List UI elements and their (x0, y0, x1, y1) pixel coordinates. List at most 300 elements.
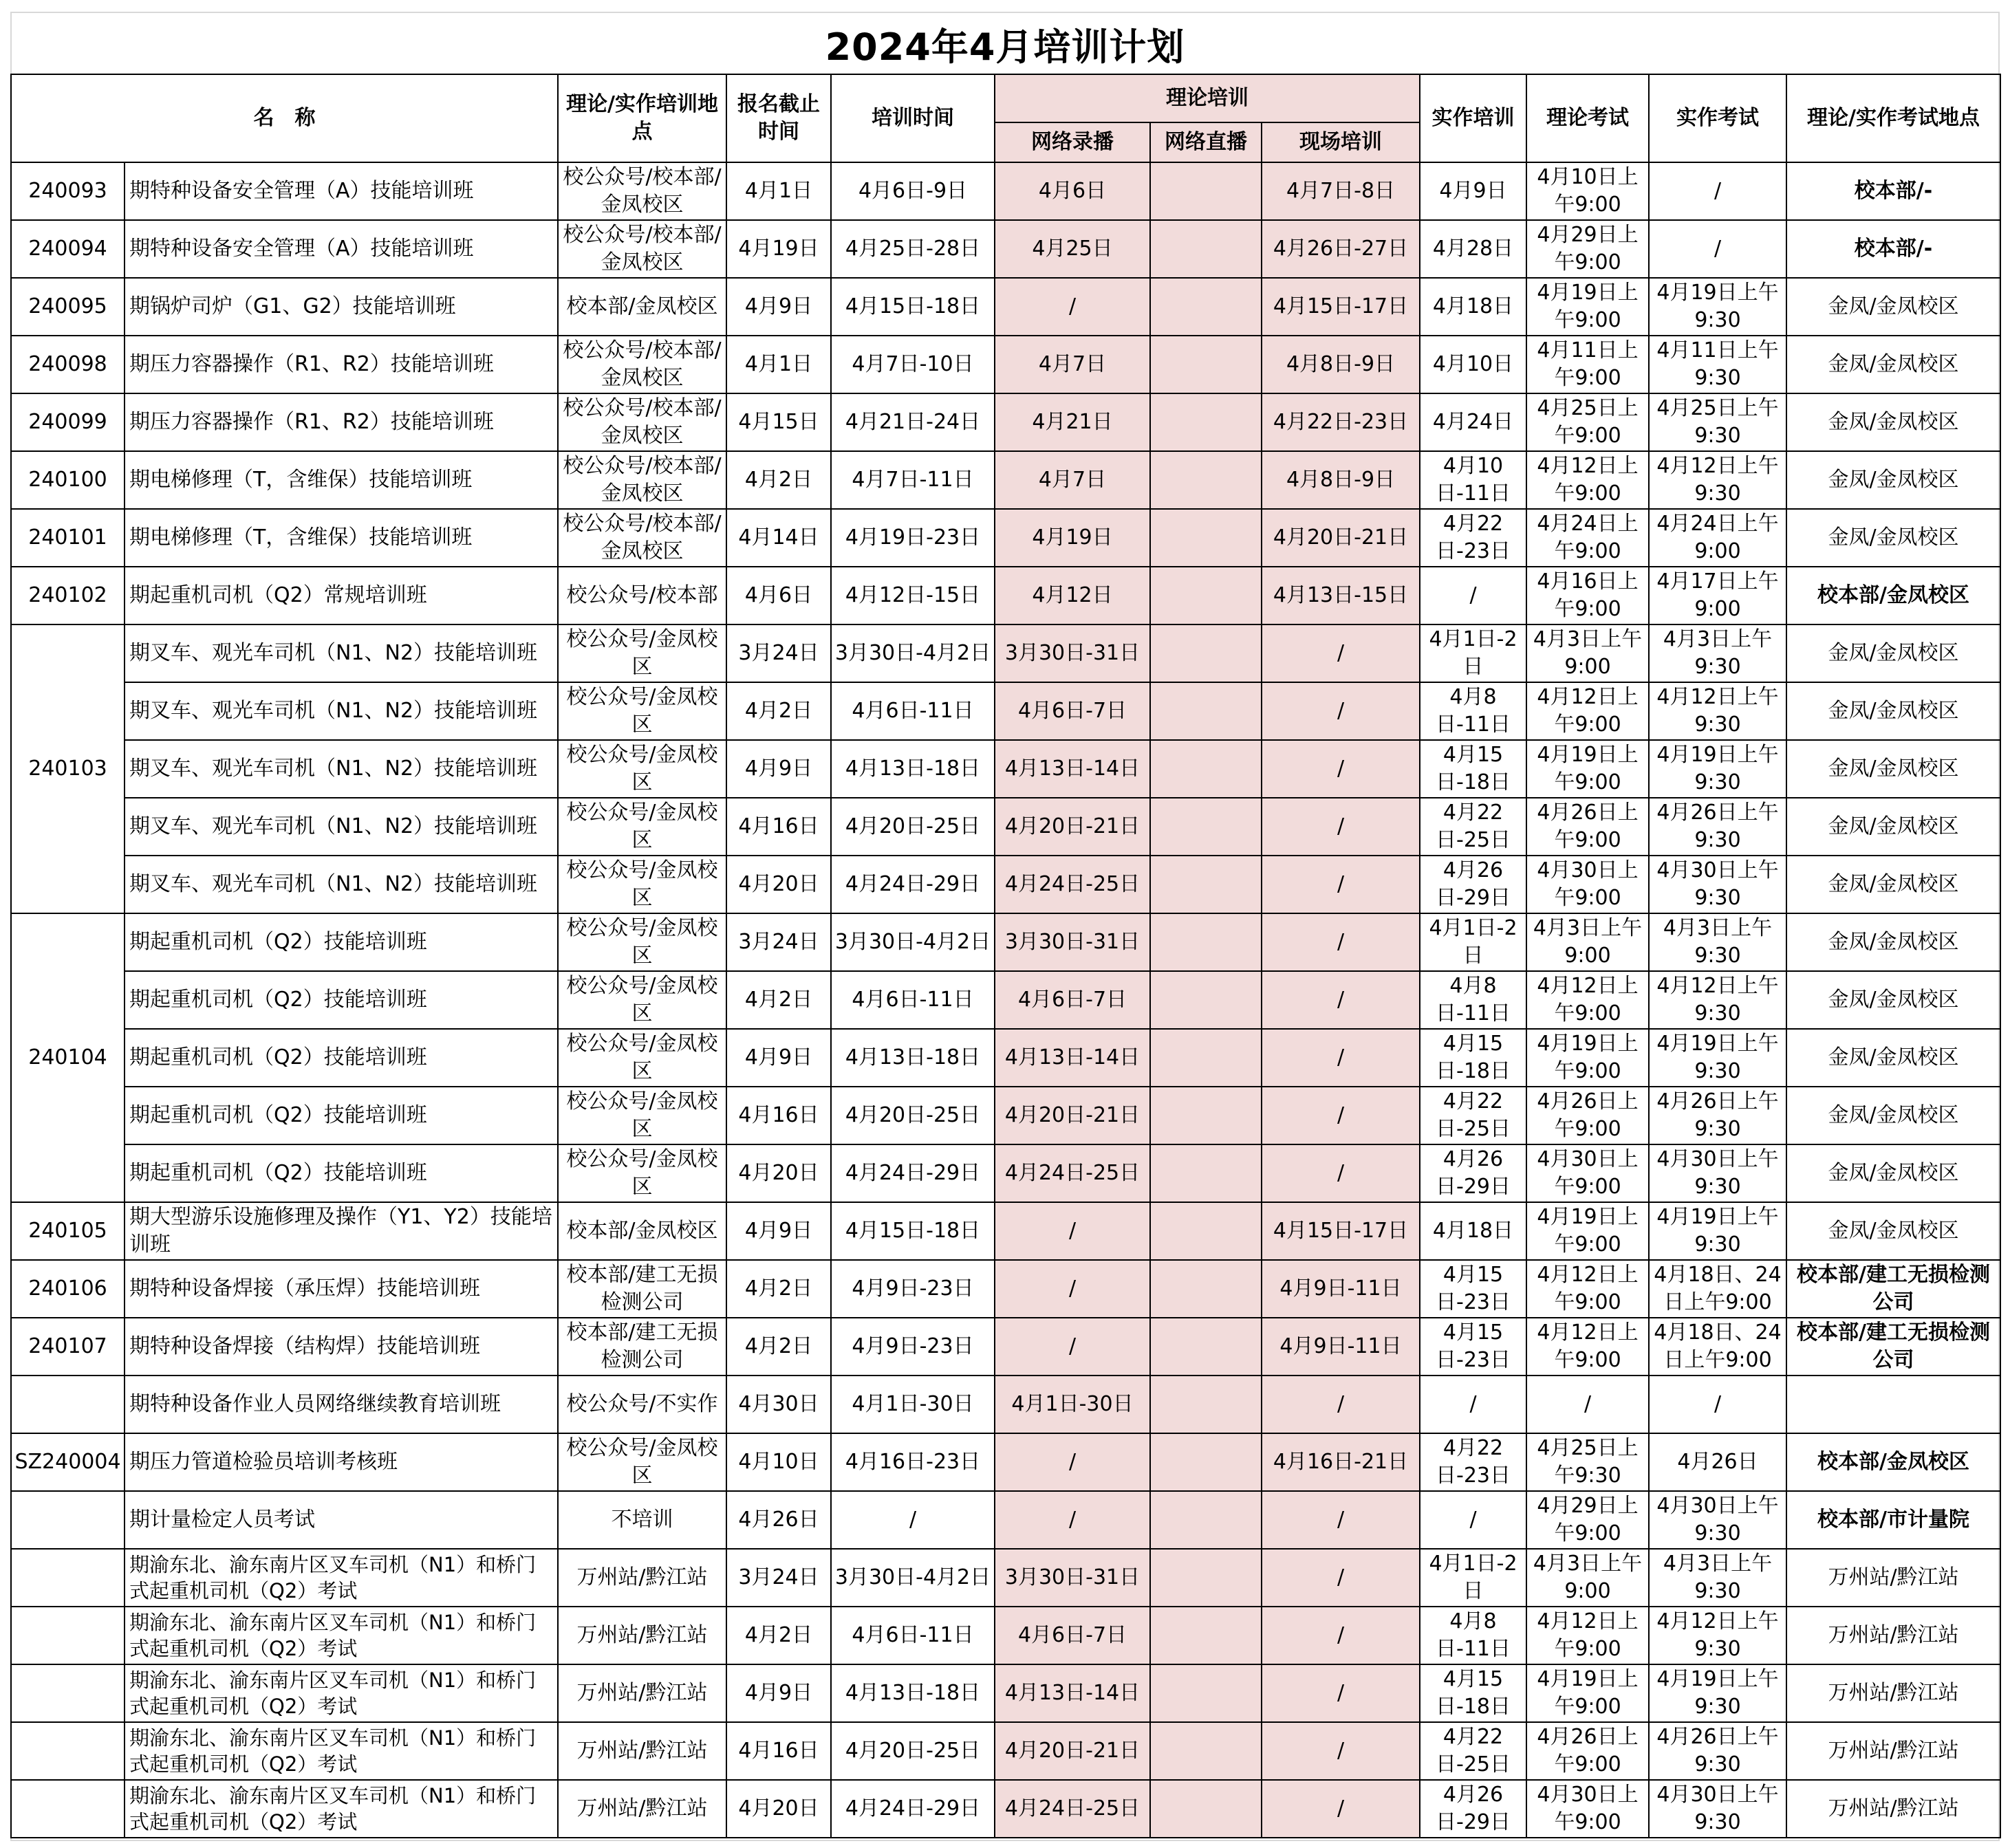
training-location-cell: 校本部/金凤校区 (558, 278, 726, 336)
onsite-cell: 4月15日-17日 (1262, 1202, 1420, 1260)
course-name-cell: 期特种设备作业人员网络继续教育培训班 (125, 1376, 558, 1433)
online-recorded-cell: 4月19日 (995, 509, 1150, 567)
onsite-cell: / (1262, 1607, 1420, 1664)
class-code-cell: 240103 (11, 624, 125, 913)
online-recorded-cell: 4月24日-25日 (995, 856, 1150, 913)
online-recorded-cell: / (995, 1260, 1150, 1318)
online-recorded-cell: 4月21日 (995, 393, 1150, 451)
practical-cell: 4月1日-2日 (1420, 1549, 1526, 1607)
deadline-cell: 4月30日 (726, 1376, 831, 1433)
practical-exam-cell: 4月30日上午9:30 (1649, 1780, 1786, 1838)
practical-exam-cell: 4月24日上午9:00 (1649, 509, 1786, 567)
table-row (11, 913, 2000, 971)
course-name-cell: 期电梯修理（T，含维保）技能培训班 (125, 509, 558, 567)
practical-cell: 4月15日-23日 (1420, 1260, 1526, 1318)
practical-cell: 4月15日-18日 (1420, 1029, 1526, 1087)
practical-exam-cell: 4月26日 (1649, 1433, 1786, 1491)
practical-exam-cell: 4月17日上午9:00 (1649, 567, 1786, 624)
course-name-cell: 期大型游乐设施修理及操作（Y1、Y2）技能培训班 (125, 1202, 558, 1260)
table-row (11, 1376, 2000, 1433)
exam-location-cell: 万州站/黔江站 (1786, 1722, 2000, 1780)
course-name-cell: 期渝东北、渝东南片区叉车司机（N1）和桥门式起重机司机（Q2）考试 (125, 1664, 558, 1722)
deadline-cell: 4月15日 (726, 393, 831, 451)
class-code-cell (11, 1549, 125, 1607)
deadline-cell: 4月1日 (726, 336, 831, 393)
training-location-cell: 校本部/建工无损检测公司 (558, 1318, 726, 1376)
practical-cell: / (1420, 1376, 1526, 1433)
training-time-cell: 3月30日-4月2日 (831, 624, 995, 682)
deadline-cell: 4月10日 (726, 1433, 831, 1491)
course-name-cell: 期压力容器操作（R1、R2）技能培训班 (125, 336, 558, 393)
course-name-cell: 期叉车、观光车司机（N1、N2）技能培训班 (125, 682, 558, 740)
practical-cell: 4月22日-23日 (1420, 509, 1526, 567)
online-live-cell (1150, 682, 1262, 740)
deadline-cell: 4月2日 (726, 451, 831, 509)
training-time-cell: 4月24日-29日 (831, 1780, 995, 1838)
theory-exam-cell: 4月3日上午9:00 (1526, 913, 1649, 971)
online-recorded-cell: / (995, 278, 1150, 336)
training-location-cell: 校公众号/金凤校区 (558, 1144, 726, 1202)
practical-cell: / (1420, 1491, 1526, 1549)
deadline-cell: 4月2日 (726, 1607, 831, 1664)
deadline-cell: 4月20日 (726, 1780, 831, 1838)
exam-location-cell: 校本部/建工无损检测公司 (1786, 1260, 2000, 1318)
course-name-cell: 期渝东北、渝东南片区叉车司机（N1）和桥门式起重机司机（Q2）考试 (125, 1780, 558, 1838)
practical-cell: 4月26日-29日 (1420, 1780, 1526, 1838)
table-row (11, 1780, 2000, 1838)
table-row (11, 393, 2000, 451)
class-code-cell: 240095 (11, 278, 125, 336)
training-time-cell: 4月6日-9日 (831, 162, 995, 220)
training-location-cell: 校公众号/金凤校区 (558, 1029, 726, 1087)
exam-location-cell: 金凤/金凤校区 (1786, 278, 2000, 336)
course-name-cell: 期叉车、观光车司机（N1、N2）技能培训班 (125, 798, 558, 856)
training-time-cell: 4月15日-18日 (831, 1202, 995, 1260)
online-live-cell (1150, 1433, 1262, 1491)
table-row (11, 567, 2000, 624)
online-live-cell (1150, 1202, 1262, 1260)
exam-location-cell: 万州站/黔江站 (1786, 1549, 2000, 1607)
training-time-cell: 4月19日-23日 (831, 509, 995, 567)
onsite-cell: / (1262, 740, 1420, 798)
theory-exam-cell: 4月29日上午9:00 (1526, 220, 1649, 278)
onsite-cell: / (1262, 1722, 1420, 1780)
online-recorded-cell: 4月13日-14日 (995, 740, 1150, 798)
online-recorded-cell: 4月6日 (995, 162, 1150, 220)
training-location-cell: 不培训 (558, 1491, 726, 1549)
theory-exam-cell: 4月12日上午9:00 (1526, 682, 1649, 740)
theory-exam-cell: 4月24日上午9:00 (1526, 509, 1649, 567)
practical-exam-cell: 4月26日上午9:30 (1649, 1722, 1786, 1780)
course-name-cell: 期叉车、观光车司机（N1、N2）技能培训班 (125, 856, 558, 913)
course-name-cell: 期锅炉司炉（G1、G2）技能培训班 (125, 278, 558, 336)
table-row (11, 1260, 2000, 1318)
deadline-cell: 4月16日 (726, 1087, 831, 1144)
header-deadline: 报名截止时间 (726, 74, 831, 162)
onsite-cell: 4月26日-27日 (1262, 220, 1420, 278)
online-live-cell (1150, 278, 1262, 336)
online-recorded-cell: 4月20日-21日 (995, 1087, 1150, 1144)
online-live-cell (1150, 1144, 1262, 1202)
practical-cell: 4月18日 (1420, 278, 1526, 336)
training-location-cell: 万州站/黔江站 (558, 1607, 726, 1664)
onsite-cell: / (1262, 1144, 1420, 1202)
theory-exam-cell: 4月25日上午9:00 (1526, 393, 1649, 451)
training-time-cell: / (831, 1491, 995, 1549)
exam-location-cell: 万州站/黔江站 (1786, 1664, 2000, 1722)
practical-exam-cell: 4月3日上午9:30 (1649, 1549, 1786, 1607)
table-row (11, 1433, 2000, 1491)
online-live-cell (1150, 1780, 1262, 1838)
training-time-cell: 4月24日-29日 (831, 856, 995, 913)
theory-exam-cell: 4月25日上午9:30 (1526, 1433, 1649, 1491)
online-recorded-cell: 4月7日 (995, 451, 1150, 509)
course-name-cell: 期压力容器操作（R1、R2）技能培训班 (125, 393, 558, 451)
course-name-cell: 期特种设备安全管理（A）技能培训班 (125, 220, 558, 278)
course-name-cell: 期特种设备焊接（结构焊）技能培训班 (125, 1318, 558, 1376)
online-live-cell (1150, 1549, 1262, 1607)
course-name-cell: 期特种设备焊接（承压焊）技能培训班 (125, 1260, 558, 1318)
theory-exam-cell: 4月12日上午9:00 (1526, 971, 1649, 1029)
course-name-cell: 期电梯修理（T，含维保）技能培训班 (125, 451, 558, 509)
training-time-cell: 4月20日-25日 (831, 1722, 995, 1780)
practical-cell: 4月1日-2日 (1420, 913, 1526, 971)
online-recorded-cell: 4月20日-21日 (995, 798, 1150, 856)
online-live-cell (1150, 451, 1262, 509)
class-code-cell: 240105 (11, 1202, 125, 1260)
training-time-cell: 4月7日-11日 (831, 451, 995, 509)
table-row (11, 509, 2000, 567)
practical-exam-cell: 4月18日、24日上午9:00 (1649, 1318, 1786, 1376)
practical-exam-cell: 4月12日上午9:30 (1649, 1607, 1786, 1664)
exam-location-cell (1786, 1376, 2000, 1433)
class-code-cell (11, 1376, 125, 1433)
class-code-cell: 240104 (11, 913, 125, 1202)
header-onsite: 现场培训 (1262, 122, 1420, 162)
online-live-cell (1150, 1664, 1262, 1722)
training-location-cell: 万州站/黔江站 (558, 1549, 726, 1607)
onsite-cell: 4月9日-11日 (1262, 1318, 1420, 1376)
onsite-cell: / (1262, 1664, 1420, 1722)
header-practical-exam: 实作考试 (1649, 74, 1786, 162)
online-recorded-cell: 4月24日-25日 (995, 1144, 1150, 1202)
table-row (11, 1144, 2000, 1202)
practical-cell: 4月15日-18日 (1420, 1664, 1526, 1722)
training-location-cell: 校公众号/校本部 (558, 567, 726, 624)
online-live-cell (1150, 971, 1262, 1029)
online-recorded-cell: / (995, 1433, 1150, 1491)
online-live-cell (1150, 1607, 1262, 1664)
practical-exam-cell: 4月25日上午9:30 (1649, 393, 1786, 451)
training-time-cell: 3月30日-4月2日 (831, 913, 995, 971)
header-training-time: 培训时间 (831, 74, 995, 162)
online-live-cell (1150, 798, 1262, 856)
training-location-cell: 校公众号/校本部/金凤校区 (558, 451, 726, 509)
class-code-cell: 240099 (11, 393, 125, 451)
online-live-cell (1150, 1722, 1262, 1780)
deadline-cell: 4月6日 (726, 567, 831, 624)
practical-cell: 4月15日-18日 (1420, 740, 1526, 798)
practical-exam-cell: 4月19日上午9:30 (1649, 740, 1786, 798)
deadline-cell: 4月9日 (726, 1202, 831, 1260)
online-live-cell (1150, 509, 1262, 567)
theory-exam-cell: 4月30日上午9:00 (1526, 1780, 1649, 1838)
table-row (11, 162, 2000, 220)
class-code-cell: 240106 (11, 1260, 125, 1318)
online-live-cell (1150, 1087, 1262, 1144)
practical-exam-cell: 4月18日、24日上午9:00 (1649, 1260, 1786, 1318)
online-live-cell (1150, 1491, 1262, 1549)
header-practical: 实作培训 (1420, 74, 1526, 162)
exam-location-cell: 万州站/黔江站 (1786, 1607, 2000, 1664)
training-location-cell: 校本部/建工无损检测公司 (558, 1260, 726, 1318)
theory-exam-cell: 4月12日上午9:00 (1526, 1607, 1649, 1664)
deadline-cell: 4月9日 (726, 740, 831, 798)
exam-location-cell: 金凤/金凤校区 (1786, 624, 2000, 682)
exam-location-cell: 金凤/金凤校区 (1786, 1202, 2000, 1260)
online-recorded-cell: / (995, 1318, 1150, 1376)
training-location-cell: 校公众号/金凤校区 (558, 913, 726, 971)
deadline-cell: 4月16日 (726, 1722, 831, 1780)
training-time-cell: 4月6日-11日 (831, 682, 995, 740)
header-theory-exam: 理论考试 (1526, 74, 1649, 162)
deadline-cell: 4月26日 (726, 1491, 831, 1549)
course-name-cell: 期叉车、观光车司机（N1、N2）技能培训班 (125, 740, 558, 798)
exam-location-cell: 金凤/金凤校区 (1786, 856, 2000, 913)
class-code-cell: 240100 (11, 451, 125, 509)
header-online-live: 网络直播 (1150, 122, 1262, 162)
deadline-cell: 4月20日 (726, 1144, 831, 1202)
training-time-cell: 4月24日-29日 (831, 1144, 995, 1202)
deadline-cell: 4月9日 (726, 1029, 831, 1087)
theory-exam-cell: 4月16日上午9:00 (1526, 567, 1649, 624)
training-time-cell: 4月25日-28日 (831, 220, 995, 278)
training-location-cell: 校公众号/金凤校区 (558, 740, 726, 798)
online-live-cell (1150, 1260, 1262, 1318)
class-code-cell (11, 1780, 125, 1838)
online-live-cell (1150, 740, 1262, 798)
training-location-cell: 校公众号/金凤校区 (558, 1087, 726, 1144)
onsite-cell: / (1262, 1087, 1420, 1144)
exam-location-cell: 金凤/金凤校区 (1786, 971, 2000, 1029)
course-name-cell: 期压力管道检验员培训考核班 (125, 1433, 558, 1491)
practical-exam-cell: 4月12日上午9:30 (1649, 451, 1786, 509)
exam-location-cell: 校本部/建工无损检测公司 (1786, 1318, 2000, 1376)
table-row (11, 1722, 2000, 1780)
exam-location-cell: 校本部/市计量院 (1786, 1491, 2000, 1549)
deadline-cell: 3月24日 (726, 1549, 831, 1607)
class-code-cell: 240107 (11, 1318, 125, 1376)
exam-location-cell: 校本部/- (1786, 162, 2000, 220)
online-recorded-cell: 4月6日-7日 (995, 682, 1150, 740)
training-location-cell: 校公众号/校本部/金凤校区 (558, 393, 726, 451)
online-recorded-cell: 4月13日-14日 (995, 1029, 1150, 1087)
practical-exam-cell: 4月26日上午9:30 (1649, 798, 1786, 856)
practical-cell: 4月9日 (1420, 162, 1526, 220)
practical-cell: 4月22日-25日 (1420, 798, 1526, 856)
theory-exam-cell: 4月29日上午9:00 (1526, 1491, 1649, 1549)
onsite-cell: / (1262, 624, 1420, 682)
onsite-cell: / (1262, 856, 1420, 913)
practical-exam-cell: 4月3日上午9:30 (1649, 624, 1786, 682)
online-recorded-cell: 4月12日 (995, 567, 1150, 624)
practical-exam-cell: / (1649, 220, 1786, 278)
practical-cell: 4月22日-25日 (1420, 1087, 1526, 1144)
table-row (11, 798, 2000, 856)
exam-location-cell: 金凤/金凤校区 (1786, 740, 2000, 798)
online-recorded-cell: 4月7日 (995, 336, 1150, 393)
training-location-cell: 校公众号/校本部/金凤校区 (558, 336, 726, 393)
online-recorded-cell: 3月30日-31日 (995, 913, 1150, 971)
training-location-cell: 万州站/黔江站 (558, 1780, 726, 1838)
course-name-cell: 期起重机司机（Q2）技能培训班 (125, 1087, 558, 1144)
class-code-cell (11, 1607, 125, 1664)
training-location-cell: 校公众号/不实作 (558, 1376, 726, 1433)
training-location-cell: 校公众号/金凤校区 (558, 682, 726, 740)
training-location-cell: 校公众号/校本部/金凤校区 (558, 220, 726, 278)
training-location-cell: 校公众号/金凤校区 (558, 798, 726, 856)
class-code-cell: SZ240004 (11, 1433, 125, 1491)
theory-exam-cell: 4月26日上午9:00 (1526, 1087, 1649, 1144)
deadline-cell: 3月24日 (726, 913, 831, 971)
online-recorded-cell: 3月30日-31日 (995, 624, 1150, 682)
practical-exam-cell: 4月3日上午9:30 (1649, 913, 1786, 971)
training-location-cell: 校公众号/金凤校区 (558, 856, 726, 913)
online-live-cell (1150, 336, 1262, 393)
course-name-cell: 期起重机司机（Q2）技能培训班 (125, 1029, 558, 1087)
training-time-cell: 4月16日-23日 (831, 1433, 995, 1491)
header-name: 名 称 (11, 74, 558, 162)
exam-location-cell: 校本部/金凤校区 (1786, 567, 2000, 624)
training-time-cell: 3月30日-4月2日 (831, 1549, 995, 1607)
practical-exam-cell: 4月19日上午9:30 (1649, 278, 1786, 336)
practical-cell: 4月8日-11日 (1420, 971, 1526, 1029)
table-row (11, 278, 2000, 336)
training-location-cell: 校公众号/金凤校区 (558, 971, 726, 1029)
online-live-cell (1150, 567, 1262, 624)
practical-cell: 4月22日-25日 (1420, 1722, 1526, 1780)
online-recorded-cell: 3月30日-31日 (995, 1549, 1150, 1607)
theory-exam-cell: 4月3日上午9:00 (1526, 1549, 1649, 1607)
table-row (11, 1318, 2000, 1376)
deadline-cell: 4月20日 (726, 856, 831, 913)
deadline-cell: 4月9日 (726, 278, 831, 336)
theory-exam-cell: 4月12日上午9:00 (1526, 451, 1649, 509)
course-name-cell: 期渝东北、渝东南片区叉车司机（N1）和桥门式起重机司机（Q2）考试 (125, 1722, 558, 1780)
deadline-cell: 4月2日 (726, 682, 831, 740)
theory-exam-cell: 4月19日上午9:00 (1526, 1202, 1649, 1260)
class-code-cell (11, 1491, 125, 1549)
course-name-cell: 期起重机司机（Q2）技能培训班 (125, 913, 558, 971)
training-time-cell: 4月9日-23日 (831, 1260, 995, 1318)
onsite-cell: 4月15日-17日 (1262, 278, 1420, 336)
practical-cell: 4月8日-11日 (1420, 1607, 1526, 1664)
theory-exam-cell: 4月26日上午9:00 (1526, 798, 1649, 856)
training-location-cell: 万州站/黔江站 (558, 1722, 726, 1780)
class-code-cell: 240102 (11, 567, 125, 624)
exam-location-cell: 金凤/金凤校区 (1786, 1029, 2000, 1087)
onsite-cell: / (1262, 1549, 1420, 1607)
deadline-cell: 4月19日 (726, 220, 831, 278)
table-row (11, 220, 2000, 278)
practical-exam-cell: 4月12日上午9:30 (1649, 682, 1786, 740)
table-row (11, 1087, 2000, 1144)
course-name-cell: 期特种设备安全管理（A）技能培训班 (125, 162, 558, 220)
class-code-cell (11, 1722, 125, 1780)
course-name-cell: 期计量检定人员考试 (125, 1491, 558, 1549)
training-plan-table (10, 74, 2001, 1838)
deadline-cell: 4月2日 (726, 1318, 831, 1376)
online-recorded-cell: 4月1日-30日 (995, 1376, 1150, 1433)
onsite-cell: / (1262, 1029, 1420, 1087)
training-time-cell: 4月9日-23日 (831, 1318, 995, 1376)
training-time-cell: 4月6日-11日 (831, 971, 995, 1029)
training-time-cell: 4月20日-25日 (831, 1087, 995, 1144)
online-live-cell (1150, 162, 1262, 220)
exam-location-cell: 金凤/金凤校区 (1786, 798, 2000, 856)
course-name-cell: 期起重机司机（Q2）常规培训班 (125, 567, 558, 624)
training-location-cell: 校公众号/校本部/金凤校区 (558, 162, 726, 220)
practical-cell: 4月1日-2日 (1420, 624, 1526, 682)
online-recorded-cell: 4月6日-7日 (995, 971, 1150, 1029)
exam-location-cell: 金凤/金凤校区 (1786, 509, 2000, 567)
table-row (11, 1607, 2000, 1664)
theory-exam-cell: 4月19日上午9:00 (1526, 1029, 1649, 1087)
exam-location-cell: 金凤/金凤校区 (1786, 336, 2000, 393)
table-row (11, 624, 2000, 682)
theory-exam-cell: / (1526, 1376, 1649, 1433)
training-location-cell: 校公众号/金凤校区 (558, 1433, 726, 1491)
training-time-cell: 4月6日-11日 (831, 1607, 995, 1664)
practical-exam-cell: / (1649, 1376, 1786, 1433)
practical-exam-cell: 4月11日上午9:30 (1649, 336, 1786, 393)
online-live-cell (1150, 913, 1262, 971)
theory-exam-cell: 4月12日上午9:00 (1526, 1318, 1649, 1376)
table-row (11, 1202, 2000, 1260)
exam-location-cell: 万州站/黔江站 (1786, 1780, 2000, 1838)
header-exam-location: 理论/实作考试地点 (1786, 74, 2000, 162)
course-name-cell: 期起重机司机（Q2）技能培训班 (125, 971, 558, 1029)
theory-exam-cell: 4月19日上午9:00 (1526, 278, 1649, 336)
practical-exam-cell: 4月19日上午9:30 (1649, 1202, 1786, 1260)
online-live-cell (1150, 1318, 1262, 1376)
table-row (11, 1029, 2000, 1087)
training-location-cell: 校公众号/校本部/金凤校区 (558, 509, 726, 567)
theory-exam-cell: 4月19日上午9:00 (1526, 740, 1649, 798)
practical-exam-cell: 4月19日上午9:30 (1649, 1664, 1786, 1722)
practical-exam-cell: 4月12日上午9:30 (1649, 971, 1786, 1029)
deadline-cell: 4月1日 (726, 162, 831, 220)
practical-cell: / (1420, 567, 1526, 624)
exam-location-cell: 金凤/金凤校区 (1786, 913, 2000, 971)
table-row (11, 451, 2000, 509)
exam-location-cell: 金凤/金凤校区 (1786, 451, 2000, 509)
practical-cell: 4月22日-23日 (1420, 1433, 1526, 1491)
onsite-cell: 4月8日-9日 (1262, 336, 1420, 393)
training-location-cell: 万州站/黔江站 (558, 1664, 726, 1722)
practical-exam-cell: 4月30日上午9:30 (1649, 856, 1786, 913)
table-row (11, 971, 2000, 1029)
practical-cell: 4月10日 (1420, 336, 1526, 393)
practical-cell: 4月28日 (1420, 220, 1526, 278)
theory-exam-cell: 4月26日上午9:00 (1526, 1722, 1649, 1780)
onsite-cell: 4月8日-9日 (1262, 451, 1420, 509)
onsite-cell: / (1262, 682, 1420, 740)
practical-exam-cell: 4月30日上午9:30 (1649, 1144, 1786, 1202)
online-recorded-cell: 4月25日 (995, 220, 1150, 278)
online-recorded-cell: 4月6日-7日 (995, 1607, 1150, 1664)
course-name-cell: 期渝东北、渝东南片区叉车司机（N1）和桥门式起重机司机（Q2）考试 (125, 1549, 558, 1607)
